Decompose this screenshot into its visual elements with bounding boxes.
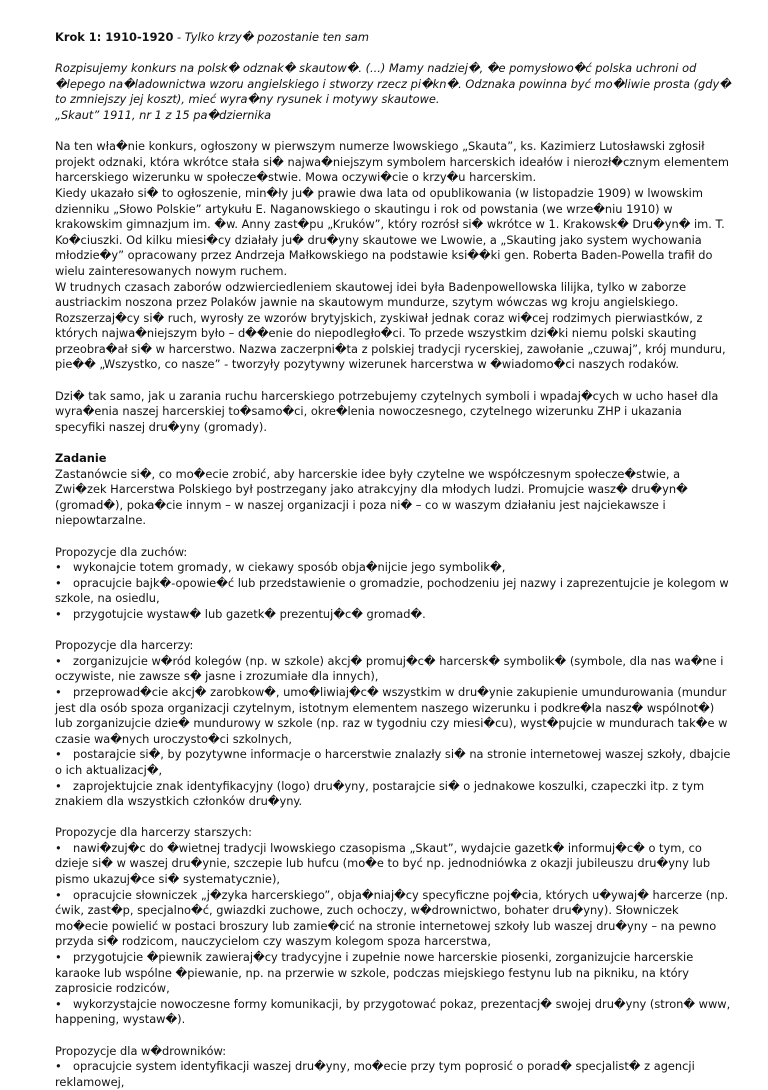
task-section <box>55 451 734 529</box>
intro-text-1: Na ten wła�nie konkurs, ogłoszony w pierwszym numerze lwowskiego „Skauta”, ks. Kazimierz Lutosławski zgłosił projekt odznaki, która wkrótce stała si� najwa�niejszym symbolem harcerskich ideałów i nierozł�cznym elementem harcerskiego wizerunku w społecze�stwie. Mowa oczywi�cie o krzy�u harcerskim. <box>55 139 729 185</box>
task-text: Zastanówcie si�, co mo�ecie zrobić, aby harcerskie idee były czytelne we współczesnym społecze�stwie, a Zwi�zek Harcerstwa Polskiego był postrzegany jako atrakcyjny dla młodych ludzi. Promujcie wasz� dru�yn� (gromad�), poka�cie innym – w naszej organizacji i poza ni� – co w waszym działaniu jest najciekawsze i niepowtarzalne. <box>55 466 688 528</box>
list-item: • postarajcie si�, by pozytywne informacje o harcerstwie znalazły si� na stronie internetowej waszej szkoły, dbajcie o ich aktualizacj�, <box>55 747 731 777</box>
list-item: • zaprojektujcie znak identyfikacyjny (logo) dru�yny, postarajcie si� o jednakowe koszulki, czapeczki itp. z tym znakiem dla wszystkich członków dru�yny. <box>55 778 705 809</box>
task-heading: Zadanie <box>55 451 107 466</box>
list-item: • opracujcie bajk�-opowie�ć lub przedstawienie o gromadzie, pochodzeniu jej nazwy i zaprezentujcie je kolegom w szkole, na osiedlu, <box>55 575 729 606</box>
group-zuchy <box>55 545 734 623</box>
list-item: • wykorzystajcie nowoczesne formy komunikacji, by przygotować pokaz, prezentacj� swojej dru�yny (stron� www, happening, wystaw�). <box>55 996 731 1027</box>
list-item: • opracujcie system identyfikacji waszej dru�yny, mo�ecie przy tym poprosić o porad� specjalist� z agencji reklamowej, <box>55 1059 695 1089</box>
step-heading <box>55 30 734 46</box>
group-title: Propozycje dla harcerzy: <box>55 638 194 653</box>
step-subtitle: - Tylko krzy� pozostanie ten sam <box>173 30 369 44</box>
list-item: • przeprowad�cie akcj� zarobkow�, umo�liwiaj�c� wszystkim w dru�ynie zakupienie umundurowania (mundur jest dla osób spoza organizacji czytelnym, istotnym elementem naszego wizerunku i podkre�la nasz� wspólnot�) lub zorganizujcie dzie� mundurowy w szkole (np. raz w tygodniu czy miesi�cu), wyst�pujcie w mundurach tak�e w czasie wa�nych uroczysto�ci szkolnych, <box>55 684 728 746</box>
quote-source: „Skaut” 1911, nr 1 z 15 pa�dziernika <box>55 107 272 122</box>
list-item: • przygotujcie wystaw� lub gazetk� prezentuj�c� gromad�. <box>55 606 426 621</box>
group-harcerze-starsi <box>55 825 734 1028</box>
quote-block <box>55 61 734 123</box>
intro-text-2: Kiedy ukazało si� to ogłoszenie, min�ły ju� prawie dwa lata od opublikowania (w listopadzie 1909) w lwowskim dzienniku „Słowo Polskie” artykułu E. Naganowskiego o skautingu i rok od powstania (we wrze�niu 1910) w krakowskim gimnazjum im. �w. Anny zast�pu „Kruków”, który rozrósł si� wkrótce w 1. Krakowsk� Dru�yn� im. T. Ko�ciuszki. Od kilku miesi�cy działały ju� dru�yny skautowe we Lwowie, a „Skauting jako system wychowania młodzie�y” opracowany przez Andrzeja Małkowskiego na podstawie ksi��ki gen. Roberta Baden-Powella trafił do wielu zainteresowanych nowym ruchem. <box>55 185 725 278</box>
group-wedrownicy <box>55 1044 734 1090</box>
list-item: • nawi�zuj�c do �wietnej tradycji lwowskiego czasopisma „Skaut”, wydajcie gazetk� informuj�c� o tym, co dzieje si� w waszej dru�ynie, szczepie lub hufcu (mo�e to być np. jednodniówka z okazji jubileuszu dru�yny lub pismo ukazuj�ce si� systematycznie), <box>55 840 711 887</box>
list-item: • wykonajcie totem gromady, w ciekawy sposób obja�nijcie jego symbolik�, <box>55 560 506 575</box>
intro-text-3: W trudnych czasach zaborów odzwierciedleniem skautowej idei była Badenpowellowska lilijka, tylko w zaborze austriackim noszona przez Polaków jawnie na skautowym mundurze, szytym wówczas wg kroju angielskiego. Rozszerzaj�cy si� ruch, wyrosły ze wzorów brytyjskich, zyskiwał jednak coraz wi�cej rodzimych pierwiastków, z których najwa�niejszym było – d��enie do niepodległo�ci. To przede wszystkim dzi�ki niemu polski skauting przeobra�ał si� w harcerstwo. Nazwa zaczerpni�ta z polskiej tradycji rycerskiej, zawołanie „czuwaj”, krój munduru, pie�� „Wszystko, co nasze” - tworzyły pozytywny wizerunek harcerstwa w �wiadomo�ci naszych rodaków. <box>55 279 726 372</box>
list-item: • przygotujcie �piewnik zawieraj�cy tradycyjne i zupełnie nowe harcerskie piosenki, zorganizujcie harcerskie karaoke lub wspólne �piewanie, np. na przerwie w szkole, podczas miejskiego festynu lub na pikniku, na który zaprosicie rodziców, <box>55 950 694 996</box>
group-title: Propozycje dla zuchów: <box>55 544 188 559</box>
list-item: • zorganizujcie w�ród kolegów (np. w szkole) akcj� promuj�c� harcersk� symbolik� (symbole, dla nas wa�ne i oczywiste, nie zawsze s� jasne i zrozumiałe dla innych), <box>55 653 724 684</box>
group-title: Propozycje dla w�drowników: <box>55 1043 227 1058</box>
intro-paragraph <box>55 139 734 373</box>
group-title: Propozycje dla harcerzy starszych: <box>55 825 253 840</box>
group-harcerze <box>55 638 734 810</box>
step-label: Krok 1: 1910-1920 <box>55 30 174 44</box>
intro-paragraph-2: Dzi� tak samo, jak u zarania ruchu harcerskiego potrzebujemy czytelnych symboli i wpadaj�cych w ucho haseł dla wyra�enia naszej harcerskiej to�samo�ci, okre�lenia nowoczesnego, czytelnego wizerunku ZHP i ukazania specyfiki naszej dru�yny (gromady). <box>55 388 719 434</box>
quote-text: Rozpisujemy konkurs na polsk� odznak� skautow�. (...) Mamy nadziej�, �e pomysłowo�ć polska uchroni od �lepego na�ladownictwa wzoru angielskiego i stworzy rzecz pi�kn�. Odznaka powinna być mo�liwie prosta (gdy� to zmniejszy jej koszt), mieć wyra�ny rysunek i motywy skautowe. <box>55 61 731 107</box>
list-item: • opracujcie słowniczek „j�zyka harcerskiego”, obja�niaj�cy specyficzne poj�cia, których u�ywaj� harcerze (np. ćwik, zast�p, specjalno�ć, gwiazdki zuchowe, zuch ochoczy, w�drownictwo, bohater dru�yny). Słowniczek mo�ecie powielić w postaci broszury lub zamie�cić na stronie internetowej szkoły lub waszej dru�yny – na pewno przyda si� rodzicom, nauczycielom czy waszym kolegom spoza harcerstwa, <box>55 887 729 949</box>
